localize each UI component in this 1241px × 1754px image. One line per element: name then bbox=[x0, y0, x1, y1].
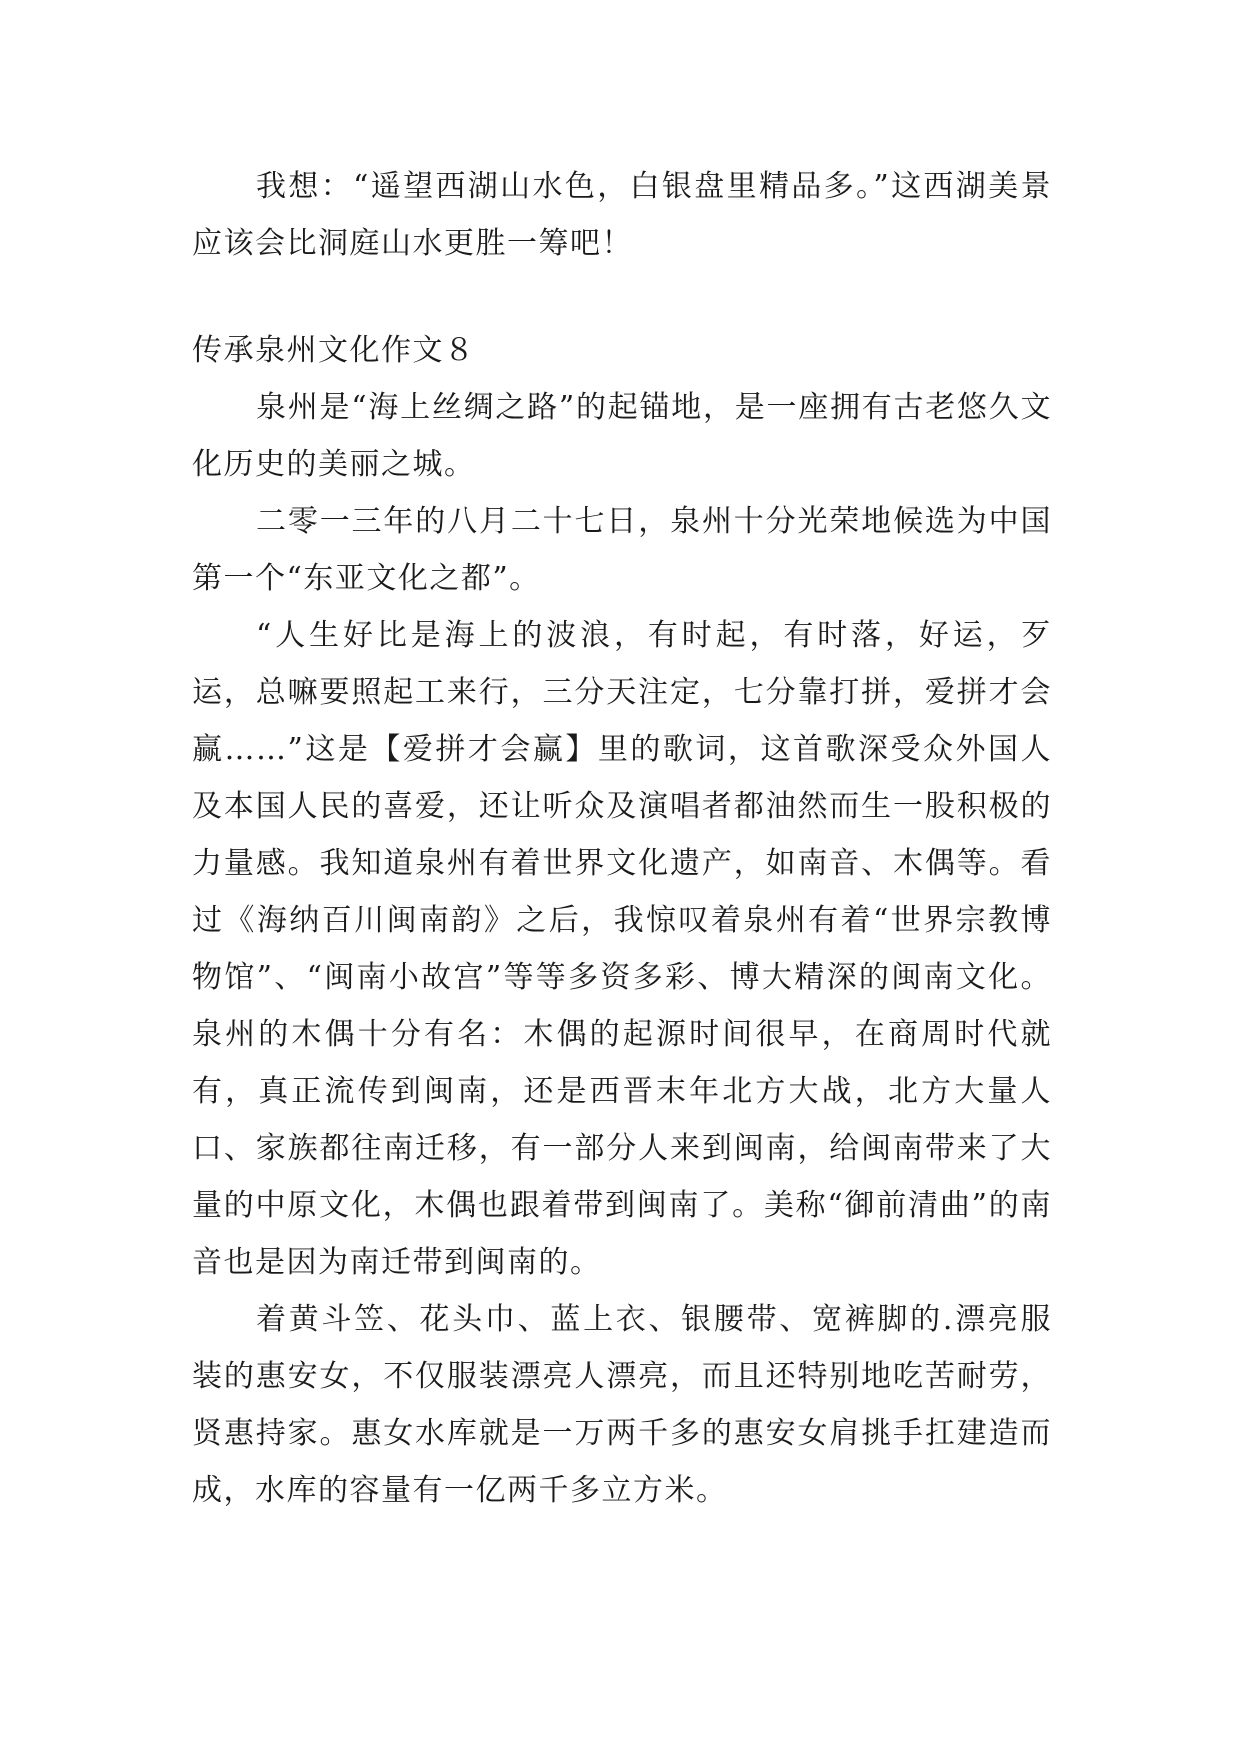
paragraph-huian-women: 着黄斗笠、花头巾、蓝上衣、银腰带、宽裤脚的.漂亮服装的惠安女，不仅服装漂亮人漂亮，而且还特别地吃苦耐劳，贤惠持家。惠女水库就是一万两千多的惠安女肩挑手扛建造而成，水库的容量有一亿两千多立方米。 bbox=[192, 1302, 1052, 1508]
paragraph-intro: 泉州是“海上丝绸之路”的起锚地，是一座拥有古老悠久文化历史的美丽之城。 bbox=[192, 390, 1052, 482]
paragraph-song-and-heritage: “人生好比是海上的波浪，有时起，有时落，好运，歹运，总嘛要照起工来行，三分天注定，七分靠打拼，爱拼才会赢……”这是【爱拼才会赢】里的歌词，这首歌深受众外国人及本国人民的喜爱，还让听众及演唱者都油然而生一股积极的力量感。我知道泉州有着世界文化遗产，如南音、木偶等。看过《海纳百川闽南韵》之后，我惊叹着泉州有着“世界宗教博物馆”、“闽南小故宫”等等多资多彩、博大精深的闽南文化。泉州的木偶十分有名：木偶的起源时间很早，在商周时代就有，真正流传到闽南，还是西晋末年北方大战，北方大量人口、家族都往南迁移，有一部分人来到闽南，给闽南带来了大量的中原文化，木偶也跟着带到闽南了。美称“御前清曲”的南音也是因为南迁带到闽南的。 bbox=[192, 618, 1052, 1280]
paragraph-east-asia-culture-capital: 二零一三年的八月二十七日，泉州十分光荣地候选为中国第一个“东亚文化之都”。 bbox=[192, 504, 1052, 596]
document-body bbox=[192, 158, 1052, 1519]
section-heading: 传承泉州文化作文８ bbox=[192, 333, 476, 368]
paragraph-west-lake: 我想：“遥望西湖山水色，白银盘里精品多。”这西湖美景应该会比洞庭山水更胜一筹吧！ bbox=[192, 169, 1052, 261]
